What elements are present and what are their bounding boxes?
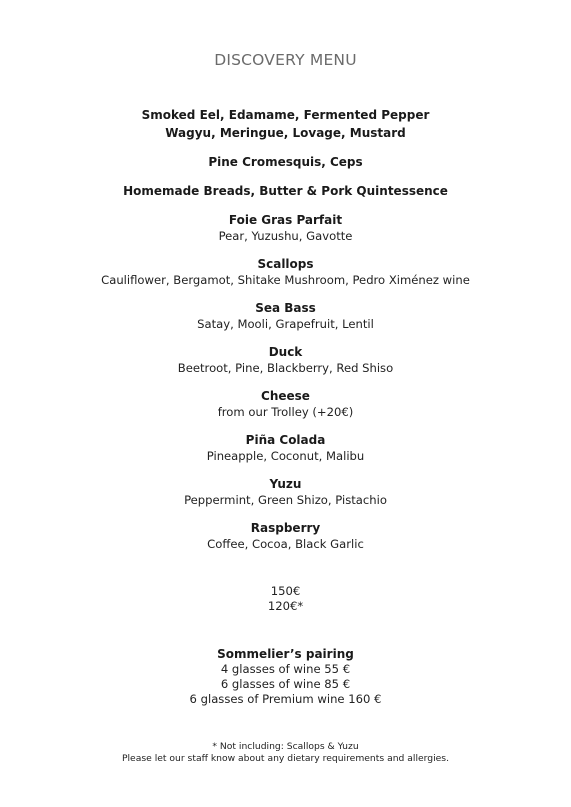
menu-price-alt: 120€*: [267, 599, 304, 613]
course-name: Foie Gras Parfait: [228, 213, 343, 227]
starter-item: Pine Cromesquis, Ceps: [208, 155, 363, 169]
course-description: Pear, Yuzushu, Gavotte: [218, 229, 353, 243]
starter-item: Wagyu, Meringue, Lovage, Mustard: [165, 126, 406, 140]
course-name: Cheese: [261, 389, 310, 403]
course-name: Sea Bass: [255, 301, 316, 315]
starter-item: Smoked Eel, Edamame, Fermented Pepper: [141, 108, 430, 122]
menu-title: DISCOVERY MENU: [214, 51, 357, 69]
course-description: Peppermint, Green Shizo, Pistachio: [184, 493, 387, 507]
footnote: Please let our staff know about any dietary requirements and allergies.: [121, 753, 450, 764]
course-description: from our Trolley (+20€): [217, 405, 354, 419]
footnote: * Not including: Scallops & Yuzu: [212, 741, 359, 752]
course-description: Satay, Mooli, Grapefruit, Lentil: [197, 317, 374, 331]
menu-price: 150€: [270, 584, 301, 598]
course-description: Pineapple, Coconut, Malibu: [206, 449, 365, 463]
pairing-title: Sommelier’s pairing: [217, 647, 354, 661]
starter-item: Homemade Breads, Butter & Pork Quintessence: [123, 184, 448, 198]
course-description: Beetroot, Pine, Blackberry, Red Shiso: [177, 361, 394, 375]
pairing-option: 6 glasses of Premium wine 160 €: [189, 692, 382, 706]
course-name: Scallops: [257, 257, 314, 271]
course-name: Raspberry: [250, 521, 321, 535]
course-name: Duck: [268, 345, 303, 359]
course-name: Yuzu: [269, 477, 302, 491]
pairing-option: 4 glasses of wine 55 €: [220, 662, 351, 676]
course-name: Piña Colada: [245, 433, 326, 447]
course-description: Coffee, Cocoa, Black Garlic: [207, 537, 364, 551]
pairing-option: 6 glasses of wine 85 €: [220, 677, 351, 691]
course-description: Cauliflower, Bergamot, Shitake Mushroom, Pedro Ximénez wine: [101, 273, 470, 287]
